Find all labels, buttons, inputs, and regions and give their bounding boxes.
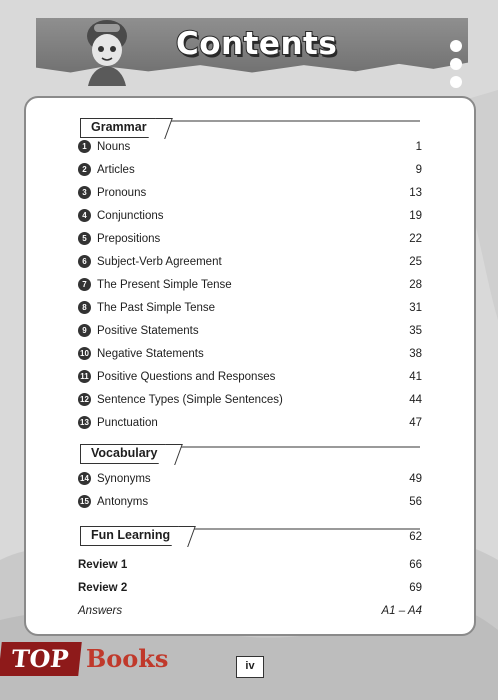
toc-entry xyxy=(78,161,422,179)
chapter-number-badge: 2 xyxy=(78,163,91,176)
entry-page-number: 47 xyxy=(409,417,422,429)
entry-label: Pronouns xyxy=(97,187,147,199)
entry-label: The Past Simple Tense xyxy=(97,302,216,314)
entry-label: Sentence Types (Simple Sentences) xyxy=(97,394,283,406)
chapter-number-badge: 1 xyxy=(78,140,91,153)
entry-page-number: 35 xyxy=(409,325,422,337)
toc-entry xyxy=(78,230,422,248)
entry-label: Nouns xyxy=(97,141,131,153)
section-heading-grammar xyxy=(52,116,432,140)
toc-extra-entry xyxy=(78,556,422,574)
fun-learning-heading: Fun Learning xyxy=(80,526,180,546)
toc-entry xyxy=(78,253,422,271)
entry-label: Articles xyxy=(97,164,135,176)
toc-entry xyxy=(78,138,422,156)
toc-entry xyxy=(78,345,422,363)
entry-label: Prepositions xyxy=(97,233,161,245)
entry-label: Punctuation xyxy=(97,417,158,429)
chapter-number-badge: 4 xyxy=(78,209,91,222)
chapter-number-badge: 5 xyxy=(78,232,91,245)
entry-page-number: 69 xyxy=(409,582,422,594)
chapter-number-badge: 9 xyxy=(78,324,91,337)
chapter-number-badge: 10 xyxy=(78,347,91,360)
toc-entry xyxy=(78,276,422,294)
entry-label: Antonyms xyxy=(97,496,149,508)
toc-entry xyxy=(78,414,422,432)
toc-entry xyxy=(78,322,422,340)
entry-label: Negative Statements xyxy=(97,348,204,360)
entry-label: Review 2 xyxy=(78,582,128,594)
vocabulary-heading: Vocabulary xyxy=(80,444,167,464)
fun-learning-page: 62 xyxy=(409,531,422,543)
entry-page-number: A1 – A4 xyxy=(381,605,422,617)
entry-label: Positive Statements xyxy=(97,325,199,337)
toc-entry xyxy=(78,391,422,409)
chapter-number-badge: 7 xyxy=(78,278,91,291)
entry-label: Conjunctions xyxy=(97,210,164,222)
logo-books: Books xyxy=(86,644,169,673)
entry-page-number: 13 xyxy=(409,187,422,199)
chapter-number-badge: 11 xyxy=(78,370,91,383)
entry-page-number: 56 xyxy=(409,496,422,508)
entry-page-number: 44 xyxy=(409,394,422,406)
entry-label: Synonyms xyxy=(97,473,151,485)
grammar-heading: Grammar xyxy=(80,118,157,138)
toc-entry xyxy=(78,470,422,488)
entry-label: Positive Questions and Responses xyxy=(97,371,276,383)
entry-page-number: 38 xyxy=(409,348,422,360)
chapter-number-badge: 6 xyxy=(78,255,91,268)
entry-page-number: 25 xyxy=(409,256,422,268)
toc-entry xyxy=(78,184,422,202)
chapter-number-badge: 14 xyxy=(78,472,91,485)
entry-label: The Present Simple Tense xyxy=(97,279,232,291)
entry-page-number: 41 xyxy=(409,371,422,383)
mascot-illustration xyxy=(76,16,138,86)
toc-extra-entry xyxy=(78,602,422,620)
section-heading-vocabulary xyxy=(52,442,432,466)
logo-top: TOP xyxy=(0,642,82,676)
entry-page-number: 28 xyxy=(409,279,422,291)
toc-extra-entry xyxy=(78,579,422,597)
chapter-number-badge: 3 xyxy=(78,186,91,199)
entry-page-number: 66 xyxy=(409,559,422,571)
entry-label: Subject-Verb Agreement xyxy=(97,256,222,268)
entry-page-number: 49 xyxy=(409,473,422,485)
entry-label: Answers xyxy=(78,605,123,617)
toc-entry xyxy=(78,493,422,511)
toc-entry xyxy=(78,299,422,317)
chapter-number-badge: 8 xyxy=(78,301,91,314)
page-number: iv xyxy=(236,656,264,678)
entry-label: Review 1 xyxy=(78,559,128,571)
chapter-number-badge: 12 xyxy=(78,393,91,406)
entry-page-number: 9 xyxy=(415,164,422,176)
page-title: Contents xyxy=(176,26,338,62)
chapter-number-badge: 13 xyxy=(78,416,91,429)
toc-entry xyxy=(78,207,422,225)
binder-holes xyxy=(450,40,462,94)
entry-page-number: 1 xyxy=(415,141,422,153)
entry-page-number: 19 xyxy=(409,210,422,222)
entry-page-number: 31 xyxy=(409,302,422,314)
entry-page-number: 22 xyxy=(409,233,422,245)
toc-entry xyxy=(78,368,422,386)
section-heading-fun-learning xyxy=(52,524,432,548)
chapter-number-badge: 15 xyxy=(78,495,91,508)
